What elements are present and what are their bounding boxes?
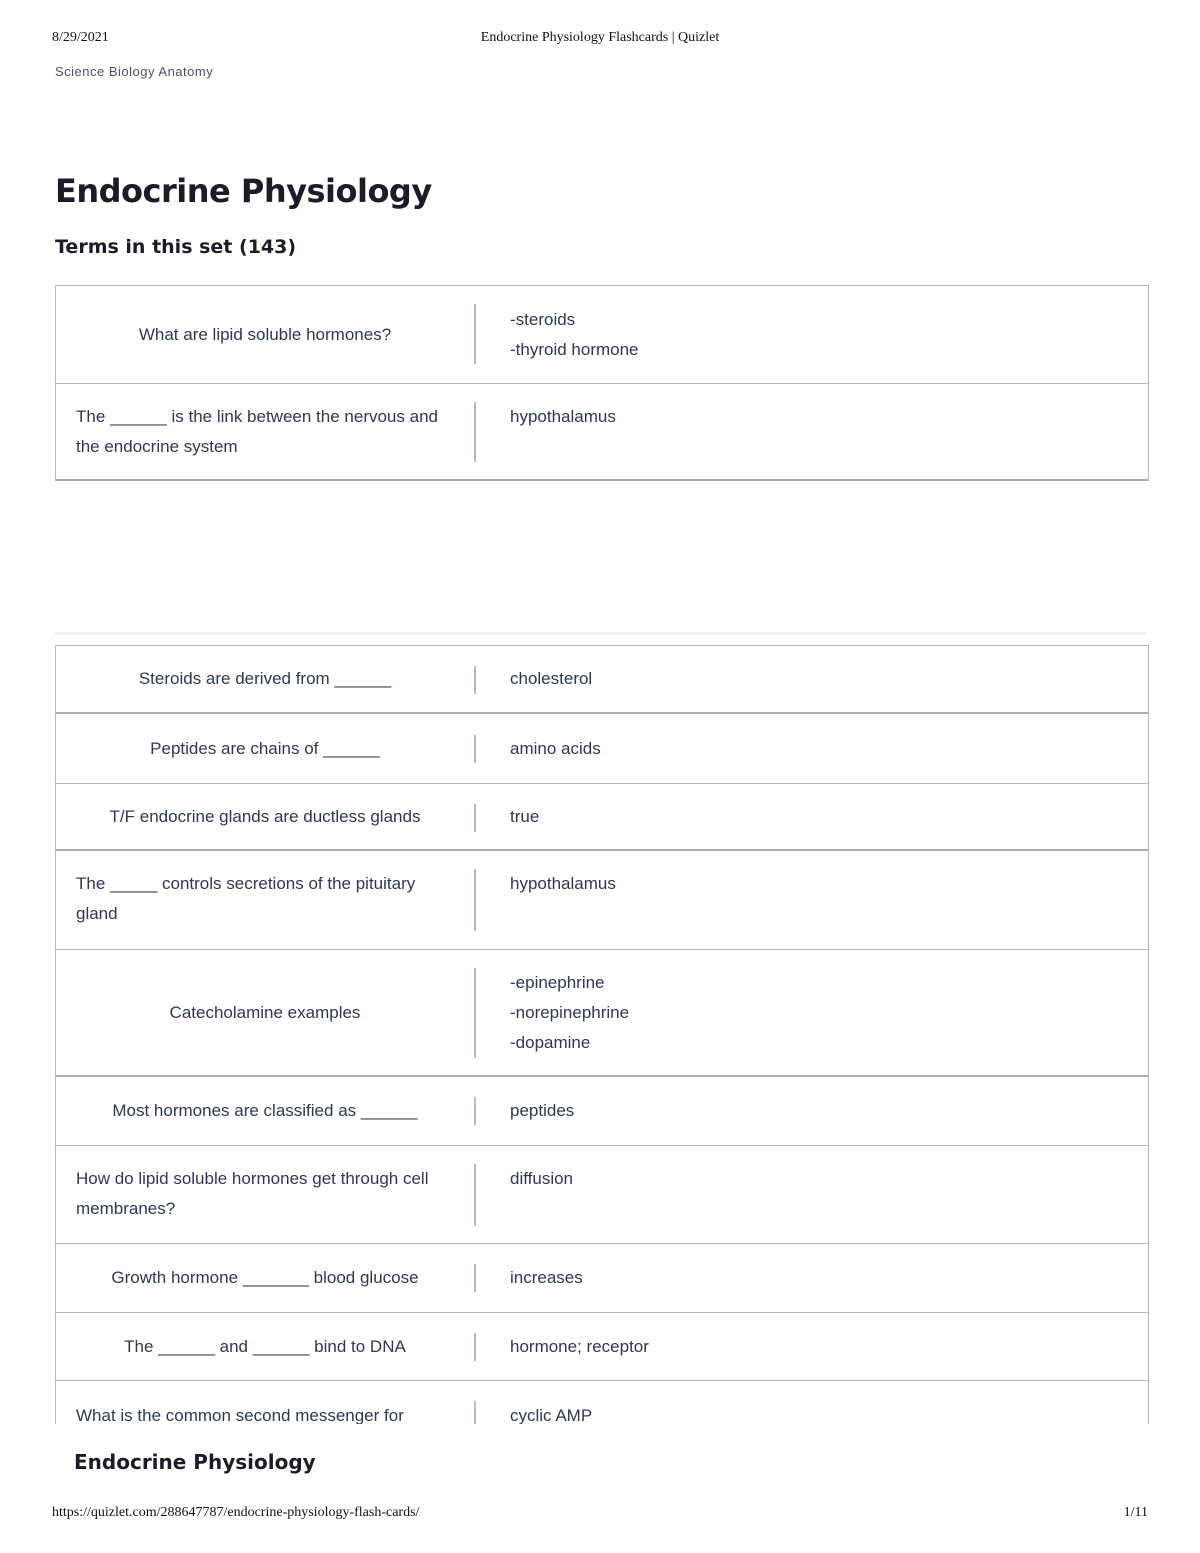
card-row bbox=[56, 286, 1148, 384]
print-footer bbox=[52, 1505, 1148, 1525]
card-term: What is the common second messenger for bbox=[76, 1406, 404, 1424]
card-row bbox=[56, 1146, 1148, 1244]
card-term: Catecholamine examples bbox=[169, 1002, 361, 1022]
section-separator bbox=[55, 632, 1147, 635]
card-row bbox=[56, 646, 1148, 714]
definition-line: -dopamine bbox=[510, 1032, 591, 1052]
card-divider bbox=[474, 1097, 476, 1125]
card-divider bbox=[474, 804, 476, 832]
page-count: 1/11 bbox=[1123, 1505, 1148, 1520]
definition-line: peptides bbox=[510, 1101, 575, 1120]
card-term: What are lipid soluble hormones? bbox=[138, 324, 392, 344]
card-divider bbox=[474, 666, 476, 694]
definition-line: amino acids bbox=[510, 738, 601, 758]
definition-line: -epinephrine bbox=[510, 972, 605, 992]
print-header bbox=[52, 30, 1148, 50]
definition-line: hormone; receptor bbox=[510, 1336, 649, 1356]
definition-line: diffusion bbox=[510, 1169, 574, 1188]
breadcrumb[interactable]: Science Biology Anatomy bbox=[55, 64, 214, 79]
card-term: The _____ controls secretions of the pituitary gland bbox=[76, 874, 416, 923]
definition-line: -steroids bbox=[510, 309, 576, 329]
card-term: Steroids are derived from ______ bbox=[138, 669, 392, 688]
card-divider bbox=[474, 735, 476, 763]
card-group-top bbox=[55, 285, 1149, 481]
card-divider bbox=[474, 1333, 476, 1361]
definition-line: -norepinephrine bbox=[510, 1002, 630, 1022]
card-row bbox=[56, 950, 1148, 1077]
card-term: The ______ is the link between the nervous and the endocrine system bbox=[76, 407, 438, 456]
card-divider bbox=[474, 1401, 476, 1424]
card-group-main bbox=[55, 645, 1149, 1424]
card-term: How do lipid soluble hormones get through cell membranes? bbox=[76, 1169, 429, 1218]
card-definition bbox=[474, 646, 1148, 712]
print-document-title: Endocrine Physiology Flashcards | Quizlet bbox=[480, 30, 720, 45]
card-row bbox=[56, 1313, 1148, 1381]
definition-line: cyclic AMP bbox=[510, 1406, 593, 1424]
card-definition bbox=[474, 784, 1148, 849]
card-definition bbox=[474, 286, 1148, 383]
card-divider bbox=[474, 968, 476, 1058]
card-term: Most hormones are classified as ______ bbox=[112, 1101, 418, 1120]
card-row bbox=[56, 1077, 1148, 1146]
card-divider bbox=[474, 1164, 476, 1226]
card-divider bbox=[474, 869, 476, 931]
card-definition bbox=[474, 1146, 1148, 1243]
card-divider bbox=[474, 402, 476, 462]
definition-line: increases bbox=[510, 1268, 583, 1287]
card-divider bbox=[474, 304, 476, 364]
card-definition bbox=[474, 851, 1148, 949]
print-url: https://quizlet.com/288647787/endocrine-physiology-flash-cards/ bbox=[52, 1505, 420, 1520]
card-definition bbox=[474, 950, 1148, 1075]
card-row bbox=[56, 1381, 1148, 1424]
card-definition bbox=[474, 1244, 1148, 1312]
definition-line: true bbox=[510, 806, 540, 826]
definition-line: hypothalamus bbox=[510, 874, 616, 893]
card-row bbox=[56, 784, 1148, 851]
card-definition bbox=[474, 1313, 1148, 1380]
card-term: Peptides are chains of ______ bbox=[150, 738, 380, 758]
card-definition bbox=[474, 1077, 1148, 1145]
definition-line: cholesterol bbox=[510, 669, 593, 688]
card-row bbox=[56, 851, 1148, 950]
card-definition bbox=[474, 1381, 1148, 1424]
card-definition bbox=[474, 384, 1148, 479]
card-term: Growth hormone _______ blood glucose bbox=[111, 1268, 419, 1287]
card-row bbox=[56, 714, 1148, 784]
card-row bbox=[56, 1244, 1148, 1313]
definition-line: -thyroid hormone bbox=[510, 339, 639, 359]
page-title: Endocrine Physiology bbox=[55, 172, 432, 210]
definition-line: hypothalamus bbox=[510, 407, 616, 426]
card-divider bbox=[474, 1264, 476, 1292]
print-date: 8/29/2021 bbox=[52, 30, 109, 45]
footer-set-title: Endocrine Physiology bbox=[74, 1450, 316, 1474]
terms-heading: Terms in this set (143) bbox=[55, 236, 297, 258]
card-row bbox=[56, 384, 1148, 481]
card-definition bbox=[474, 714, 1148, 783]
card-term: T/F endocrine glands are ductless glands bbox=[109, 806, 421, 826]
card-term: The ______ and ______ bind to DNA bbox=[124, 1336, 406, 1356]
